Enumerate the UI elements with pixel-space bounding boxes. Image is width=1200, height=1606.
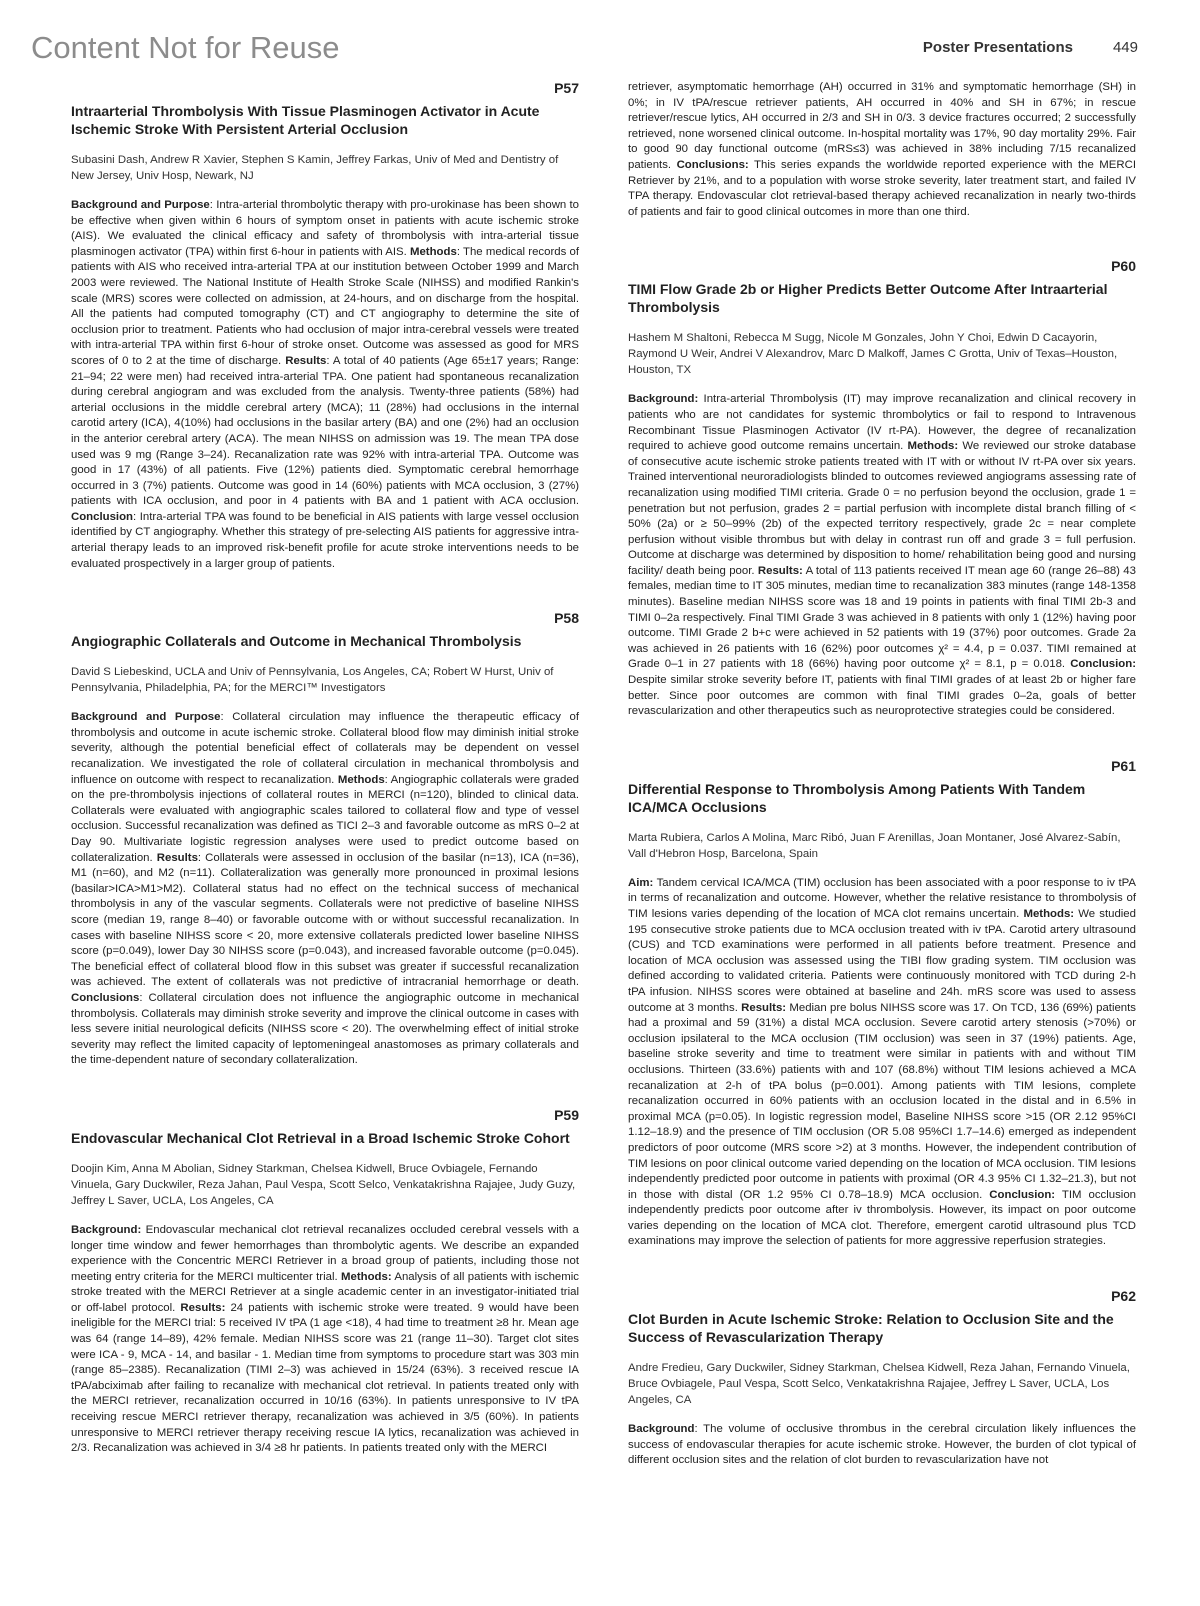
section-label: Background: [628, 1423, 695, 1436]
section-label: Methods:: [1023, 908, 1075, 920]
abstract-body: [71, 1223, 579, 1457]
abstract-title: Differential Response to Thrombolysis Among Patients With Tandem ICA/MCA Occlusions: [628, 780, 1086, 815]
abstract-authors: Marta Rubiera, Carlos A Molina, Marc Ribó, Juan F Arenillas, Joan Montaner, José Alvarez-Sabín, Vall d'Hebron Hosp, Barcelona, Spain: [628, 831, 1121, 860]
abstract-title: Angiographic Collaterals and Outcome in Mechanical Thrombolysis: [71, 633, 522, 650]
section-text: Endovascular mechanical clot retrieval recanalizes occluded cerebral vessels with a longer time window and fewer hemorrhages than thrombolytic agents. We describe an expanded experience with the Concentric MERCI Retriever in a broad group of patients, including those not meeting entry criteria for the MERCI multicenter trial.: [71, 1223, 579, 1283]
abstract-id: P60: [1111, 258, 1136, 275]
section-text: : The volume of occlusive thrombus in the cerebral circulation likely influences the success of endovascular therapies for acute ischemic stroke. However, the burden of clot typical of different occlusion sites and the relation of clot burden to revascularization have not: [628, 1423, 1136, 1467]
left-column: [71, 80, 579, 1457]
abstract-authors: Subasini Dash, Andrew R Xavier, Stephen S Kamin, Jeffrey Farkas, Univ of Med and Dentistry of New Jersey, Univ Hosp, Newark, NJ: [71, 154, 559, 182]
section-text: : Collaterals were assessed in occlusion of the basilar (n=13), ICA (n=36), M1 (n=60), and M2 (n=11). Collateralization was generally more pronounced in proximal lesions (basilar>ICA>M1>M2). Collateral status had no effect on the technical success of mechanical thrombolysis in any of the vascular segments. Collaterals were not predictive of baseline NIHSS score (median 19, range 8–40) or favorable outcome with or without successful recanalization. In cases with baseline NIHSS score < 20, more extensive collaterals predicted lower baseline NIHSS score (p=0.049), lower Day 30 NIHSS score (p=0.043), and increased favorable outcome (p=0.045). The beneficial effect of collateral blood flow in this subset was greater if successful recanalization was achieved. The extent of collaterals was not predictive of intracranial hemorrhage or death.: [71, 851, 580, 989]
abstract-gap: [628, 720, 1136, 758]
abstract-p57: [71, 80, 579, 572]
section-label: Aim:: [628, 876, 654, 889]
section-label: Results: [285, 354, 327, 367]
abstract-title: Clot Burden in Acute Ischemic Stroke: Relation to Occlusion Site and the Success of Revascularization Therapy: [628, 1311, 1114, 1346]
section-label: Background:: [628, 393, 699, 406]
abstract-authors: Hashem M Shaltoni, Rebecca M Sugg, Nicole M Gonzales, John Y Choi, Edwin D Cacayorin, Raymond U Weir, Andrei V Alexandrov, Marc D Malkoff, James C Grotta, Univ of Texas–Houston, Houston, TX: [628, 332, 1118, 377]
abstract-title: Endovascular Mechanical Clot Retrieval in a Broad Ischemic Stroke Cohort: [71, 1129, 570, 1146]
section-text: : Collateral circulation does not influence the angiographic outcome in mechanical thrombolysis. Collaterals may diminish stroke severity and improve the clinical outcome in cases with less severe initial neurological deficits (NIHSS score < 20). The overwhelming effect of initial stroke severity may reflect the limited capacity of leptomeningeal anastomoses as primary collaterals and the time-dependent nature of secondary collateralization.: [71, 991, 579, 1067]
abstract-gap: [71, 1069, 579, 1107]
section-label: Methods:: [907, 440, 959, 453]
section-label: Methods: [337, 773, 385, 786]
abstract-p61: [628, 758, 1136, 1250]
abstract-authors: David S Liebeskind, UCLA and Univ of Pennsylvania, Los Angeles, CA; Robert W Hurst, Univ of Pennsylvania, Philadelphia, PA; for the MERCI™ Investigators: [71, 666, 554, 695]
section-text: A total of 113 patients received IT mean age 60 (range 26–88) 43 females, median time to IT 305 minutes, median time to recanalization 383 minutes (range 148-1358 minutes). Baseline median NIHSS score was 18 and 19 points in patients with final TIMI 2b-3 and TIMI 0–2a respectively. Final TIMI Grade 3 was achieved in 8 patients with only 1 (12%) having poor outcome. TIMI Grade 2 b+c were achieved in 52 patients with 19 (37%) poor outcomes. Grade 2a was achieved in 26 patients with 16 (62%) poor outcomes χ² = 4.4, p = 0.037. TIMI remained at Grade 0–1 in 27 patients with 18 (66%) having poor outcome χ² = 8.1, p = 0.018.: [628, 564, 1136, 671]
section-label: Conclusion:: [1070, 658, 1136, 671]
abstract-title: Intraarterial Thrombolysis With Tissue Plasminogen Activator in Acute Ischemic Stroke With Persistent Arterial Occlusion: [71, 103, 540, 137]
running-head: [923, 39, 1138, 56]
right-column: [628, 80, 1136, 1469]
section-label: Results:: [757, 564, 803, 577]
section-text: Analysis of all patients with ischemic stroke treated with the MERCI Retriever at a single academic center in an investigator-initiated trial or off-label protocol.: [71, 1270, 579, 1314]
section-text: Tandem cervical ICA/MCA (TIM) occlusion has been associated with a poor response to iv tPA in terms of recanalization and outcome. However, whether the relative resistance to thrombolysis of TIM lesions varies depending of the location of MCA clot remains uncertain.: [628, 876, 1136, 920]
abstract-authors: Andre Fredieu, Gary Duckwiler, Sidney Starkman, Chelsea Kidwell, Reza Jahan, Fernando Vinuela, Bruce Ovbiagele, Paul Vespa, Scott Selco, Venkatakrishna Rajajee, Jeffrey L Saver, UCLA, Los Angeles, CA: [628, 1362, 1130, 1407]
abstract-p59: [71, 1107, 579, 1457]
abstract-id: P57: [554, 80, 579, 96]
section-label: Conclusion:: [989, 1188, 1056, 1201]
section-text: : Intra-arterial thrombolytic therapy with pro-urokinase has been shown to be effective when given within 6 hours of symptom onset in patients with acute ischemic stroke (AIS). We evaluated the clinical efficacy and safety of thrombolysis with intra-arterial tissue plasminogen activator (TPA) within first 6-hour in patients with AIS.: [71, 199, 579, 258]
abstract-p62: [628, 1288, 1136, 1469]
abstract-body: [628, 876, 1136, 1250]
abstract-gap: [71, 572, 579, 610]
section-label: Conclusions:: [676, 158, 749, 171]
section-text: Intra-arterial Thrombolysis (IT) may improve recanalization and clinical recovery in patients who are not candidates for systemic thrombolytics or fail to respond to Intravenous Recombinant Tissue Plasminogen Activator (IV rt-PA). However, the degree of recanalization required to achieve good outcome remains uncertain.: [628, 393, 1136, 453]
abstract-gap: [628, 1250, 1136, 1288]
section-label: Background and Purpose: [71, 711, 221, 724]
section-label: Methods: [409, 245, 457, 258]
continued-abstract-text: [628, 80, 1136, 220]
section-label: Conclusions: [71, 991, 140, 1004]
abstract-body: [628, 1422, 1136, 1469]
abstract-authors: Doojin Kim, Anna M Abolian, Sidney Starkman, Chelsea Kidwell, Bruce Ovbiagele, Fernando Vinuela, Gary Duckwiler, Reza Jahan, Paul Vespa, Scott Selco, Venkatakrishna Rajajee, Judy Guzy, Jeffrey L Saver, UCLA, Los Angeles, CA: [71, 1162, 576, 1207]
section-text: This series expands the worldwide reported experience with the MERCI Retriever by 21%, and to a population with worse stroke severity, later treatment start, and failed IV TPA therapy. Endovascular clot retrieval-based therapy achieved recanalization in nearly two-thirds of patients and fair to good clinical outcomes in more than one third.: [628, 158, 1136, 218]
section-label: Background and Purpose: [71, 199, 210, 211]
section-text: We studied 195 consecutive stroke patients due to MCA occlusion treated with iv tPA. Carotid artery ultrasound (CUS) and TCD examinations were performed in all patients before treatment. Presence and location of MCA occlusion was assessed using the TIBI flow grading system. TIM occlusion was defined according to validated criteria. Patients were continuously monitored with TCD during 2-h tPA infusion. NIHSS scores were obtained at baseline and 24h. mRS score was used to assess outcome at 3 months.: [628, 908, 1136, 1014]
page-number: 449: [1112, 39, 1138, 56]
section-text: : Collateral circulation may influence the therapeutic efficacy of thrombolysis and outcome in acute ischemic stroke. Collateral blood flow may diminish initial stroke severity, although the potential beneficial effect of collaterals may be dependent on vessel recanalization. We investigated the role of collateral circulation in mechanical thrombolysis and influence on outcome with respect to recanalization.: [71, 711, 579, 786]
section-title: Poster Presentations: [922, 39, 1073, 56]
abstract-p58: [71, 610, 579, 1069]
section-label: Results:: [180, 1301, 226, 1314]
section-label: Conclusion: [71, 510, 134, 523]
section-text: retriever, asymptomatic hemorrhage (AH) occurred in 31% and symptomatic hemorrhage (SH) in 0%; in IV tPA/rescue retriever patients, AH occurred in 40% and SH in 67%; in rescue retriever/rescue lytics, AH occurred in 2/3 and SH in 0/3. 3 device fractures occurred; 2 successfully retrieved, none worsened clinical outcome. In-hospital mortality was 17%, 90 day mortality 29%. Fair to good 90 day functional outcome (mRS≤3) was achieved in 38% including 7/15 recanalized patients.: [628, 81, 1136, 171]
section-label: Background:: [71, 1223, 142, 1236]
abstract-p60: [628, 258, 1136, 719]
section-text: : A total of 40 patients (Age 65±17 years; Range: 21–94; 22 were men) had received intra-arterial TPA. One patient had spontaneous recanalization during cerebral angiogram and was excluded from the analysis. Twenty-three patients (58%) had arterial occlusions in the middle cerebral artery (MCA); 11 (28%) had occlusions in the internal carotid artery (ICA), 4(10%) had occlusions in the basilar artery (BA) and one (2%) had an occlusion in the anterior cerebral artery (ACA). The mean NIHSS on admission was 19. The mean TPA dose used was 9 mg (Range 3–24). Recanalization rate was 92% with intra-arterial TPA. Outcome was good in 17 (43%) of all patients. Five (12%) patients died. Symptomatic cerebral hemorrhage occurred in 3 (7%) patients. Outcome was good in 14 (60%) patients with MCA occlusion, 3 (27%) patients with ICA occlusion, and poor in 4 patients with BA and 1 patient with ACA occlusion.: [71, 354, 579, 508]
abstract-gap: [628, 220, 1136, 258]
abstract-body: [628, 392, 1136, 719]
section-text: Median pre bolus NIHSS score was 17. On TCD, 136 (69%) patients had a proximal and 59 (31%) a distal MCA occlusion. Severe carotid artery stenosis (>70%) or occlusion ipsilateral to the MCA occlusion (TIM occlusion) was seen in 37 (19%) patients. Age, baseline stroke severity and time to treatment were similar in patients with and without TIM occlusions. Thirteen (33.6%) patients with and 107 (68.8%) without TIM lesions achieved a MCA recanalization at 2-h of tPA bolus (p=0.001). Among patients with TIM lesions, complete recanalization occurred in 60% patients with an occlusion located in the distal and in 6.5% in proximal MCA (p=0.05). In logistic regression model, Baseline NIHSS score >15 (OR 2.12 95%CI 1.12–18.9) and the presence of TIM occlusion (OR 5.08 95%CI 1.7–14.6) emerged as independent predictors of poor outcome (MRS score >2) at 3 months. However, the independent contribution of TIM lesions on poor clinical outcome varied depending on the location of MCA occlusion. TIM lesions independently predicted poor outcome in patients with proximal (OR 4.3 95% CI 1.32–21.3), but not in those with distal (OR 1.2 95% CI 0.78–18.9) MCA occlusion.: [628, 1001, 1137, 1201]
abstract-title: TIMI Flow Grade 2b or Higher Predicts Better Outcome After Intraarterial Thrombolysis: [628, 281, 1108, 316]
section-label: Methods:: [341, 1270, 392, 1283]
right-abstracts: [628, 220, 1136, 1469]
abstract-body: [71, 198, 579, 572]
section-text: 24 patients with ischemic stroke were treated. 9 would have been ineligible for the MERCI trial: 5 received IV tPA (1 age <18), 4 had time to treatment ≥8 hr. Mean age was 64 (range 14–89), 42% female. Median NIHSS score was 21 (range 11–30). Target clot sites were ICA - 9, MCA - 14, and basilar - 1. Median time from symptoms to procedure start was 303 min (range 85–2385). Recanalization (TIMI 2–3) was achieved in 15/24 (63%). 3 received rescue IA tPA/abciximab after failing to recanalize with mechanical clot retrieval. In patients treated only with the MERCI retriever, recanalization occurred in 10/16 (63%). In patients unresponsive to IV tPA receiving rescue MERCI retriever therapy, recanalization was achieved in 3/5 (60%). In patients unresponsive to MERCI retriever therapy receiving rescue IA lytics, recanalization was achieved in 2/3. Recanalization was achieved in 3/4 ≥8 hr patients. In patients treated only with the MERCI: [71, 1301, 579, 1455]
section-text: : Angiographic collaterals were graded on the pre-thrombolysis injections of collateral routes in MERCI (n=120), blinded to clinical data. Collaterals were evaluated with angiographic scales tailored to collateral flow and type of vessel occlusion. Successful recanalization was defined as TICI 2–3 and favorable outcome as mRS 0–2 at Day 90. Multivariate logistic regression analyses were used to predict outcome based on collateralization.: [71, 773, 580, 864]
abstract-id: P61: [1111, 757, 1136, 774]
watermark: Content Not for Reuse: [31, 30, 340, 65]
abstract-id: P62: [1111, 1288, 1136, 1305]
section-label: Results: [156, 851, 198, 864]
section-label: Results:: [741, 1001, 787, 1014]
section-text: : The medical records of patients with AIS who received intra-arterial TPA at our institution between October 1999 and March 2003 were reviewed. The National Institute of Health Stroke Scale (NIHSS) and modified Rankin's scale (MRS) scores were collected on admission, at 24-hours, and on discharge from the hospital. All the patients had computed tomography (CT) and CT angiography to determine the site of occlusion prior to treatment. Patients who had occlusion of major intra-cerebral vessels were treated with intra-arterial TPA within first 6-hour of stroke onset. Outcome was assessed as good for MRS scores of 0 to 2 at the time of discharge.: [71, 245, 579, 367]
section-text: TIM occlusion independently predicts poor outcome after iv thrombolysis. However, its impact on poor outcome varies depending on the location of MCA clot. Therefore, emergent carotid ultrasound plus TCD examinations may improve the selection of patients for more aggressive reperfusion strategies.: [628, 1188, 1137, 1248]
abstract-body: [71, 710, 579, 1069]
section-text: We reviewed our stroke database of consecutive acute ischemic stroke patients treated with IT with or without IV rt-PA over six years. Trained interventional neuroradiologists blinded to outcomes reviewed angiograms assessing rate of recanalization using modified TIMI criteria. Grade 0 = no perfusion beyond the occlusion, grade 1 = penetration but not perfusion, grades 2 = partial perfusion with incomplete distal branch filling of < 50% (2a) or ≥ 50–99% (2b) of the expected territory respectively, grade 2c = near complete perfusion without visible thrombus but with delay in contrast run off and grade 3 = full perfusion. Outcome at discharge was determined by disposition to home/ rehabilitation being good and nursing facility/ death being poor.: [628, 440, 1136, 577]
abstract-id: P59: [554, 1106, 579, 1123]
abstract-id: P58: [554, 610, 579, 627]
section-text: Despite similar stroke severity before IT, patients with final TIMI grades of at least 2b or higher fare better. Since poor outcomes are common with final TIMI grades 0–2a, goals of better revascularization and other therapeutics such as neuroprotective strategies could be considered.: [628, 674, 1136, 718]
section-text: : Intra-arterial TPA was found to be beneficial in AIS patients with large vessel occlusion identified by CT angiography. Whether this strategy of pre-selecting AIS patients for aggressive intra-arterial therapy leads to an improved risk-benefit profile for acute stroke interventions needs to be evaluated prospectively in a larger group of patients.: [71, 510, 579, 570]
